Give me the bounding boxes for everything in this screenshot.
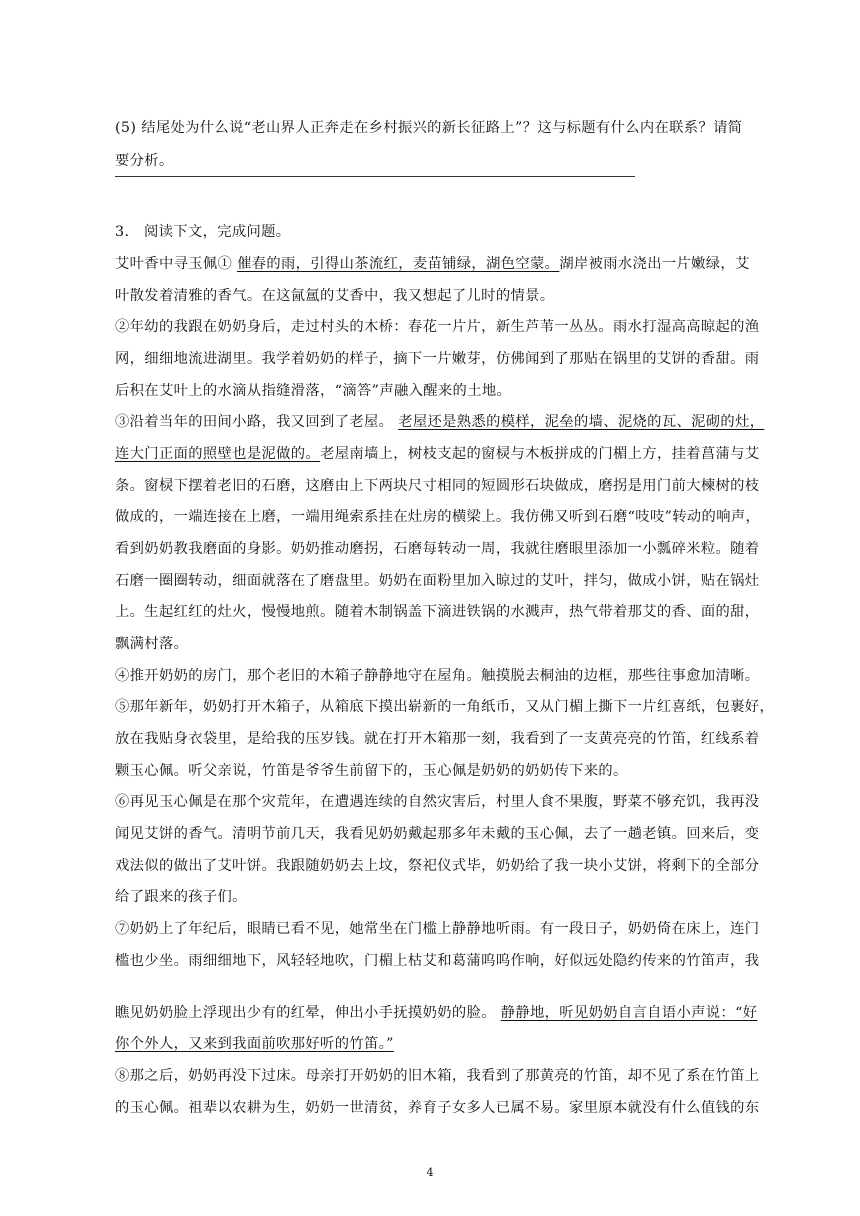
paragraph-7-line-4 — [115, 1033, 755, 1055]
paragraph-1-line-2: 叶散发着清雅的香气。在这氤氲的艾香中，我又想起了儿时的情景。 — [115, 288, 555, 304]
underlined-sentence-3-part-2: 你个外人，又来到我面前吹那好听的竹笛。” — [115, 1036, 394, 1052]
question-5-line-2: 要分析。 — [115, 153, 174, 169]
question-5-line-1: (5) 结尾处为什么说“老山界人正奔走在乡村振兴的新长征路上”？这与标题有什么内在联系？请简 — [115, 120, 743, 136]
paragraph-7-line-2: 槛也少坐。雨细细地下，风轻轻地吹，门楣上枯艾和葛蒲呜呜作响，好似远处隐约传来的竹笛声，我 — [115, 953, 760, 969]
paragraph-6-line-2: 闻见艾饼的香气。清明节前几天，我看见奶奶戴起那多年未戴的玉心佩，去了一趟老镇。回来后，变 — [115, 826, 760, 842]
paragraph-3-rest: 老屋南墙上，树枝支起的窗棂与木板拼成的门楣上方，挂着菖蒲与艾 — [320, 446, 760, 462]
paragraph-5-line-2: 放在我贴身衣袋里，是给我的压岁钱。就在打开木箱那一刻，我看到了一支黄亮亮的竹笛，红线系着 — [115, 731, 760, 747]
question-3-heading: 3. 阅读下文，完成问题。 — [115, 224, 291, 240]
underlined-sentence-1: 催春的雨，引得山茶流红，麦苗铺绿，湖色空蒙。 — [237, 256, 560, 272]
paragraph-4-line-1: ④推开奶奶的房门，那个老旧的木箱子静静地守在屋角。触摸脱去桐油的边框，那些往事愈加清晰。 — [115, 668, 760, 684]
paragraph-3-line-7: 上。生起红红的灶火，慢慢地煎。随着木制锅盖下滴进铁锅的水溅声，热气带着那艾的香、面的甜， — [115, 604, 760, 620]
paragraph-7-lead: 瞧见奶奶脸上浮现出少有的红晕，伸出小手抚摸奶奶的脸。 — [115, 1005, 501, 1021]
answer-blank-line[interactable] — [115, 176, 635, 177]
paragraph-2-line-2: 网，细细地流进湖里。我学着奶奶的样子，摘下一片嫩芽，仿佛闻到了那贴在锅里的艾饼的香甜。雨 — [115, 351, 760, 367]
paragraph-5-line-3: 颗玉心佩。听父亲说，竹笛是爷爷生前留下的，玉心佩是奶奶的奶奶传下来的。 — [115, 763, 628, 779]
paragraph-3-line-1 — [115, 411, 765, 433]
paragraph-6-line-1: ⑥再见玉心佩是在那个灾荒年，在遭遇连续的自然灾害后，村里人食不果腹，野菜不够充饥，我再没 — [115, 794, 760, 810]
paragraph-3-line-8: 飘满村落。 — [115, 636, 189, 652]
paragraph-8-line-2: 的玉心佩。祖辈以农耕为生，奶奶一世清贫，养育子女多人已属不易。家里原本就没有什么值钱的东 — [115, 1100, 760, 1116]
paragraph-6-line-4: 给了跟来的孩子们。 — [115, 889, 247, 905]
paragraph-3-line-4: 做成的，一端连接在上磨，一端用绳索系挂在灶房的横梁上。我仿佛又听到石磨“吱吱”转动的响声， — [115, 509, 761, 525]
paragraph-8-line-1: ⑧那之后，奶奶再没下过床。母亲打开奶奶的旧木箱，我看到了那黄亮的竹笛，却不见了系在竹笛上 — [115, 1068, 760, 1084]
underlined-sentence-3-part-1: 静静地，听见奶奶自言自语小声说：“好 — [500, 1005, 758, 1021]
paragraph-1-line-1 — [115, 253, 755, 275]
paragraph-1-rest: 湖岸被雨水浇出一片嫩绿，艾 — [559, 256, 750, 272]
paragraph-2-line-1: ②年幼的我跟在奶奶身后，走过村头的木桥：春花一片片，新生芦苇一丛丛。雨水打湿高高晾起的渔 — [115, 319, 760, 335]
paragraph-7-line-1: ⑦奶奶上了年纪后，眼睛已看不见，她常坐在门槛上静静地听雨。有一段日子，奶奶倚在床上，连门 — [115, 921, 760, 937]
paragraph-5-line-1: ⑤那年新年，奶奶打开木箱子，从箱底下摸出崭新的一角纸币，又从门楣上撕下一片红喜纸，包裹好， — [115, 699, 775, 715]
paragraph-3-lead: ③沿着当年的田间小路，我又回到了老屋。 — [115, 414, 399, 430]
paragraph-2-line-3: 后积在艾叶上的水滴从指缝滑落，“滴答”声融入醒来的土地。 — [115, 383, 512, 399]
paragraph-1-lead: 艾叶香中寻玉佩① — [115, 256, 238, 272]
paragraph-3-line-2 — [115, 443, 760, 465]
paragraph-3-line-3: 条。窗棂下摆着老旧的石磨，这磨由上下两块尺寸相同的短圆形石块做成，磨拐是用门前大楝树的枝 — [115, 478, 760, 494]
paragraph-6-line-3: 戏法似的做出了艾叶饼。我跟随奶奶去上坟，祭祀仪式毕，奶奶给了我一块小艾饼，将剩下的全部分 — [115, 858, 760, 874]
paragraph-3-line-6: 石磨一圈圈转动，细面就落在了磨盘里。奶奶在面粉里加入晾过的艾叶，拌匀，做成小饼，贴在锅灶 — [115, 573, 760, 589]
underlined-sentence-2-part-2: 连大门正面的照壁也是泥做的。 — [115, 446, 321, 462]
underlined-sentence-2-part-1: 老屋还是熟悉的模样，泥垒的墙、泥烧的瓦、泥砌的灶， — [398, 414, 765, 430]
paragraph-7-line-3 — [115, 1002, 758, 1024]
paragraph-3-line-5: 看到奶奶教我磨面的身影。奶奶推动磨拐，石磨每转动一周，我就往磨眼里添加一小瓢碎米粒。随着 — [115, 541, 760, 557]
page-number: 4 — [426, 1166, 434, 1179]
